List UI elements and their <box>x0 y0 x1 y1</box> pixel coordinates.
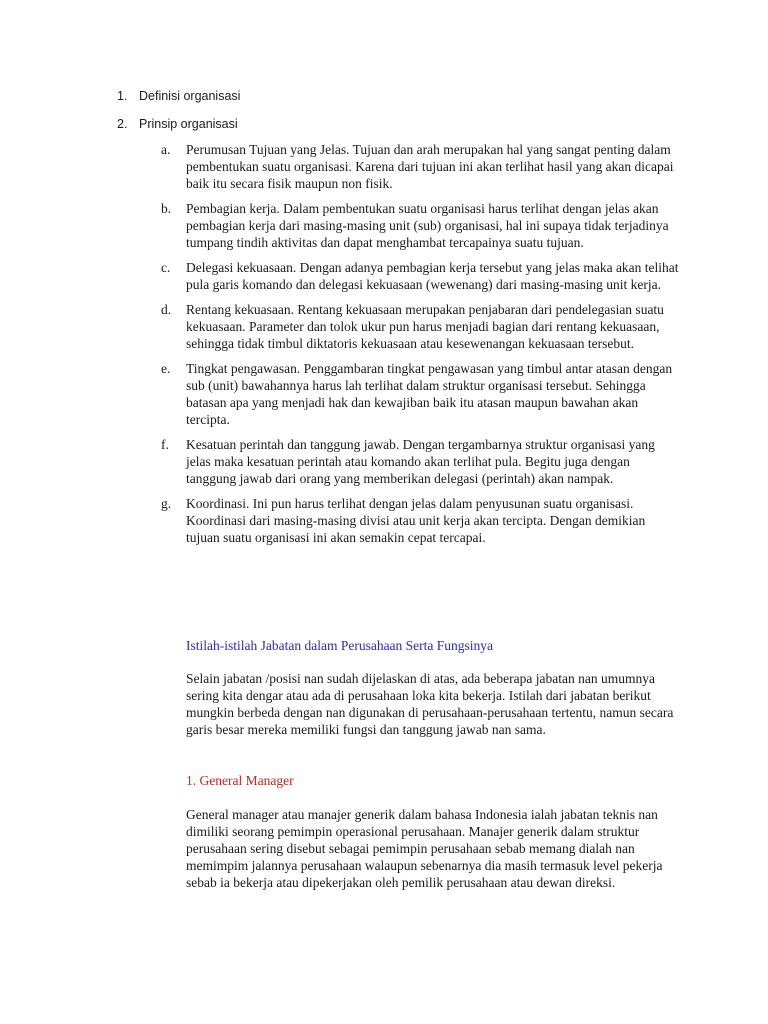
list-item-text: Koordinasi. Ini pun harus terlihat dengan jelas dalam penyusunan suatu organisasi. Koordinasi dari masing-masing divisi atau unit kerja akan tercipta. Dengan demikian tujuan suatu organisasi ini akan semakin cepat tercapai. <box>186 496 646 545</box>
list-item <box>161 141 681 192</box>
list-item-text: Perumusan Tujuan yang Jelas. Tujuan dan arah merupakan hal yang sangat penting dalam pembentukan suatu organisasi. Karena dari tujuan ini akan terlihat hasil yang akan dicapai baik itu secara fisik maupun non fisik. <box>186 142 674 191</box>
list-item-letter: b. <box>161 201 172 216</box>
heading-number: 1. <box>117 89 128 103</box>
heading-prinsip-organisasi <box>117 117 238 131</box>
heading-number: 2. <box>117 117 128 131</box>
subsection-title: 1. General Manager <box>186 773 294 788</box>
list-item-letter: a. <box>161 142 171 157</box>
list-item <box>161 200 681 251</box>
list-item-text: Delegasi kekuasaan. Dengan adanya pembagian kerja tersebut yang jelas maka akan telihat pula garis komando dan delegasi kekuasaan (wewenang) dari masing-masing unit kerja. <box>186 260 679 292</box>
list-item-letter: c. <box>161 260 171 275</box>
list-item-text: Pembagian kerja. Dalam pembentukan suatu organisasi harus terlihat dengan jelas akan pembagian kerja dari masing-masing unit (sub) organisasi, hal ini supaya tidak terjadinya tumpang tindih aktivitas dan dapat menghambat tercapainya suatu tujuan. <box>186 201 669 250</box>
heading-text: Definisi organisasi <box>139 89 241 103</box>
list-item-letter: g. <box>161 496 172 511</box>
heading-text: Prinsip organisasi <box>139 117 238 131</box>
list-item-letter: f. <box>161 437 169 452</box>
list-item-text: Kesatuan perintah dan tanggung jawab. Dengan tergambarnya struktur organisasi yang jelas maka kesatuan perintah atau komando akan terlihat pula. Begitu juga dengan tanggung jawab dari orang yang memberikan delegasi (perintah) akan nampak. <box>186 437 655 486</box>
list-item-letter: e. <box>161 361 171 376</box>
list-item-text: Tingkat pengawasan. Penggambaran tingkat pengawasan yang timbul antar atasan dengan sub (unit) bawahannya harus lah terlihat dalam struktur organisasi tersebut. Sehingga batasan apa yang menjadi hak dan kewajiban baik itu atasan maupun bawahan akan tercipta. <box>186 361 673 427</box>
heading-definisi-organisasi <box>117 89 240 103</box>
section-intro: Selain jabatan /posisi nan sudah dijelaskan di atas, ada beberapa jabatan nan umumnya sering kita dengar atau ada di perusahaan loka kita bekerja. Istilah dari jabatan berikut mungkin berbeda dengan nan digunakan di perusahaan-perusahaan tertentu, namun secara garis besar mereka memiliki fungsi dan tanggung jawab nan sama. <box>186 671 674 737</box>
list-item-letter: d. <box>161 302 172 317</box>
section-title: Istilah-istilah Jabatan dalam Perusahaan Serta Fungsinya <box>186 638 494 653</box>
list-item-text: Rentang kekuasaan. Rentang kekuasaan merupakan penjabaran dari pendelegasian suatu kekuasaan. Parameter dan tolok ukur pun harus menjadi bagian dari rentang kekuasaan, sehingga tidak timbul diktatoris kekuasaan atau kesewenangan kekuasaan tersebut. <box>186 302 664 351</box>
list-item <box>161 436 681 487</box>
list-item <box>161 495 681 546</box>
list-item <box>161 301 681 352</box>
list-item <box>161 360 681 428</box>
list-item <box>161 259 681 293</box>
subsection-body: General manager atau manajer generik dalam bahasa Indonesia ialah jabatan teknis nan dimiliki seorang pemimpin operasional perusahaan. Manajer generik dalam struktur perusahaan sering disebut sebagai pemimpin perusahaan sebab memang dialah nan memimpim jalannya perusahaan walaupun sebenarnya dia masih termasuk level pekerja sebab ia bekerja atau dipekerjakan oleh pemilik perusahaan atau dewan direksi. <box>186 807 663 890</box>
principles-list <box>161 141 681 554</box>
